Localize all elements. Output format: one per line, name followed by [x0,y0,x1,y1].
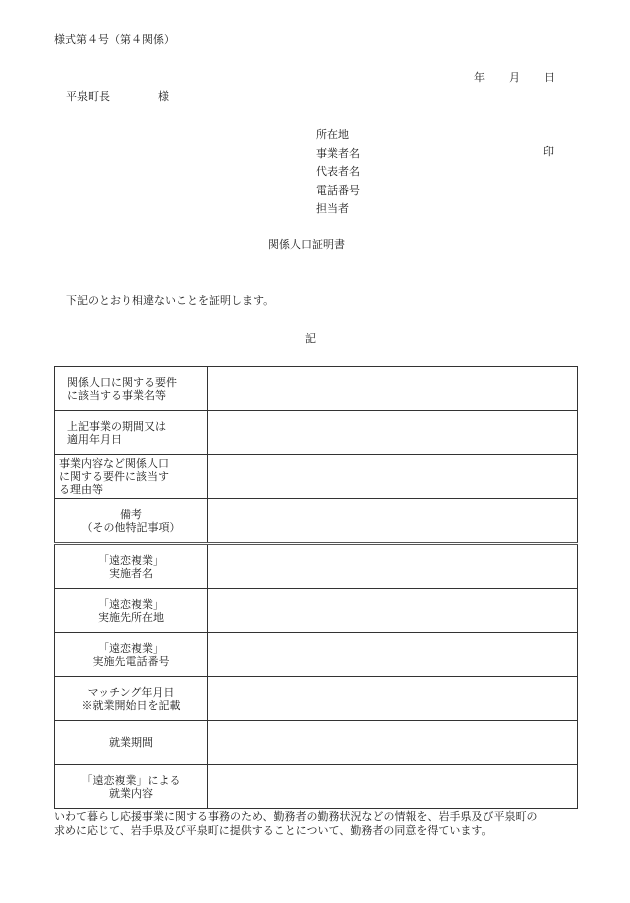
row-value[interactable] [208,367,578,411]
row-value[interactable] [208,765,578,809]
field-representative: 代表者名 [316,165,360,178]
table-row [55,544,578,589]
row-value[interactable] [208,633,578,677]
ki-heading: 記 [305,332,316,345]
table-row [55,589,578,633]
row-value[interactable] [208,499,578,544]
row-value[interactable] [208,677,578,721]
date-day: 日 [544,71,555,84]
date-year: 年 [474,71,485,84]
seal-mark: 印 [543,145,554,158]
row-label: 「遠恋複業」 実施者名 [55,544,208,589]
row-label: 就業期間 [55,721,208,765]
row-value[interactable] [208,411,578,455]
row-label: マッチング年月日 ※就業開始日を記載 [55,677,208,721]
row-value[interactable] [208,544,578,589]
honorific: 様 [158,90,169,103]
consent-footnote: いわて暮らし応援事業に関する事務のため、勤務者の勤務状況などの情報を、岩手県及び平泉町の 求めに応じて、岩手県及び平泉町に提供することについて、勤務者の同意を得ています。 [54,810,538,837]
table-row [55,765,578,809]
applicant-fields [316,126,360,219]
date-line [474,71,555,85]
row-value[interactable] [208,589,578,633]
row-label: 事業内容など関係人口 に関する要件に該当す る理由等 [55,455,208,499]
row-value[interactable] [208,455,578,499]
addressee [66,90,169,104]
form-number: 様式第４号（第４関係） [54,33,175,46]
table-row [55,455,578,499]
row-label: 上記事業の期間又は 適用年月日 [55,411,208,455]
field-contact-person: 担当者 [316,202,349,215]
table-row [55,677,578,721]
table-row [55,633,578,677]
table-row [55,499,578,544]
certificate-table [54,366,578,809]
row-label: 関係人口に関する要件 に該当する事業名等 [55,367,208,411]
row-label: 「遠恋複業」 実施先所在地 [55,589,208,633]
table-row [55,367,578,411]
row-value[interactable] [208,721,578,765]
row-label: 備考 （その他特記事項） [55,499,208,544]
date-month: 月 [509,71,520,84]
row-label: 「遠恋複業」による 就業内容 [55,765,208,809]
certification-statement: 下記のとおり相違ないことを証明します。 [66,294,275,307]
field-business-name: 事業者名 [316,146,360,160]
table-row [55,721,578,765]
table-row [55,411,578,455]
document-title: 関係人口証明書 [268,238,345,251]
field-phone: 電話番号 [316,183,360,197]
field-address: 所在地 [316,128,349,141]
row-label: 「遠恋複業」 実施先電話番号 [55,633,208,677]
addressee-name: 平泉町長 [66,90,110,103]
